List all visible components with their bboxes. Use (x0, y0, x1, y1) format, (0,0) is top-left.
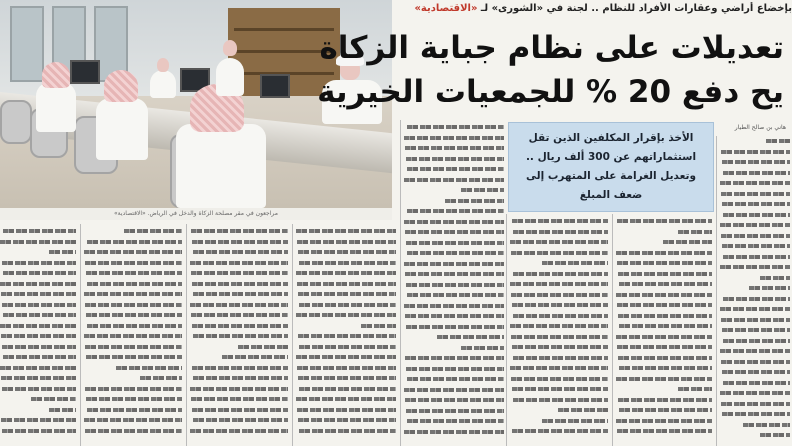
text-line (720, 336, 790, 347)
text-line (720, 430, 790, 441)
body-text-column (720, 136, 790, 444)
text-line (510, 374, 608, 385)
text-line (404, 238, 504, 249)
text-line (720, 315, 790, 326)
text-line (190, 373, 288, 384)
person (150, 58, 176, 98)
text-line (190, 426, 288, 437)
text-line (190, 289, 288, 300)
body-text-column (296, 226, 396, 444)
text-line (190, 342, 288, 353)
text-line (616, 227, 712, 238)
text-line (720, 136, 790, 147)
text-line (510, 237, 608, 248)
text-line (616, 258, 712, 269)
author-byline: هاني بن صالح الطيار (734, 124, 786, 131)
text-line (720, 304, 790, 315)
text-line (616, 363, 712, 374)
text-line (190, 405, 288, 416)
text-line (0, 415, 76, 426)
text-line (720, 241, 790, 252)
text-line (84, 247, 182, 258)
text-line (510, 227, 608, 238)
text-line (0, 226, 76, 237)
text-line (404, 206, 504, 217)
text-line (0, 237, 76, 248)
text-line (616, 426, 712, 437)
column-rule (716, 136, 717, 446)
text-line (296, 289, 396, 300)
text-line (190, 310, 288, 321)
text-line (296, 321, 396, 332)
text-line (296, 331, 396, 342)
text-line (616, 321, 712, 332)
text-line (720, 357, 790, 368)
text-line (404, 427, 504, 438)
text-line (84, 226, 182, 237)
text-line (296, 384, 396, 395)
text-line (510, 426, 608, 437)
text-line (616, 384, 712, 395)
person (216, 40, 244, 96)
text-line (720, 294, 790, 305)
text-line (404, 217, 504, 228)
text-line (404, 185, 504, 196)
text-line (404, 154, 504, 165)
body-text-column (404, 122, 504, 444)
text-line (510, 332, 608, 343)
text-line (616, 237, 712, 248)
text-line (720, 346, 790, 357)
text-line (296, 342, 396, 353)
body-text-column (84, 226, 182, 444)
text-line (720, 325, 790, 336)
text-line (296, 300, 396, 311)
kicker-text: بإخضاع أراضي وعقارات الأفراد للنظام .. لجنة في «الشورى» لـ (477, 3, 792, 14)
text-line (616, 405, 712, 416)
text-line (720, 168, 790, 179)
text-line (0, 426, 76, 437)
text-line (616, 269, 712, 280)
text-line (404, 343, 504, 354)
text-line (510, 395, 608, 406)
text-line (720, 273, 790, 284)
text-line (84, 363, 182, 374)
text-line (510, 311, 608, 322)
text-line (720, 252, 790, 263)
text-line (616, 374, 712, 385)
text-line (616, 342, 712, 353)
text-line (616, 248, 712, 259)
text-line (510, 416, 608, 427)
text-line (404, 227, 504, 238)
text-line (84, 289, 182, 300)
text-line (84, 300, 182, 311)
body-text-column (616, 216, 712, 444)
text-line (404, 385, 504, 396)
text-line (296, 279, 396, 290)
text-line (84, 342, 182, 353)
text-line (190, 268, 288, 279)
text-line (404, 122, 504, 133)
body-text-column (510, 216, 608, 444)
text-line (0, 310, 76, 321)
text-line (616, 290, 712, 301)
text-line (0, 279, 76, 290)
kicker-tag: «الاقتصادية» (414, 3, 478, 14)
text-line (190, 300, 288, 311)
person (176, 84, 266, 208)
text-line (720, 178, 790, 189)
text-line (510, 353, 608, 364)
text-line (296, 363, 396, 374)
column-rule (612, 214, 613, 446)
text-line (296, 373, 396, 384)
text-line (720, 399, 790, 410)
text-line (720, 388, 790, 399)
text-line (84, 405, 182, 416)
text-line (510, 258, 608, 269)
headline-line-1: تعديلات على نظام جباية الزكاة (319, 30, 784, 66)
text-line (510, 300, 608, 311)
body-text-column (190, 226, 288, 444)
text-line (84, 426, 182, 437)
text-line (296, 247, 396, 258)
text-line (404, 374, 504, 385)
text-line (0, 394, 76, 405)
text-line (510, 405, 608, 416)
text-line (0, 331, 76, 342)
text-line (510, 321, 608, 332)
text-line (720, 189, 790, 200)
text-line (84, 237, 182, 248)
column-rule (80, 224, 81, 446)
text-line (0, 268, 76, 279)
text-line (296, 426, 396, 437)
photo-caption: مراجعون في مقر مصلحة الزكاة والدخل في الرياض. «الاقتصادية» (0, 208, 392, 220)
text-line (404, 353, 504, 364)
body-text-column (0, 226, 76, 444)
chair (0, 100, 32, 144)
text-line (720, 231, 790, 242)
text-line (404, 290, 504, 301)
text-line (510, 248, 608, 259)
text-line (296, 405, 396, 416)
text-line (720, 367, 790, 378)
text-line (296, 394, 396, 405)
text-line (404, 280, 504, 291)
text-line (616, 332, 712, 343)
text-line (84, 279, 182, 290)
text-line (404, 269, 504, 280)
text-line (404, 301, 504, 312)
text-line (84, 352, 182, 363)
text-line (720, 262, 790, 273)
text-line (616, 300, 712, 311)
text-line (616, 353, 712, 364)
text-line (0, 384, 76, 395)
text-line (0, 300, 76, 311)
text-line (84, 394, 182, 405)
text-line (0, 289, 76, 300)
text-line (510, 363, 608, 374)
column-rule (292, 224, 293, 446)
text-line (404, 164, 504, 175)
text-line (720, 409, 790, 420)
text-line (190, 331, 288, 342)
text-line (190, 363, 288, 374)
text-line (404, 175, 504, 186)
text-line (190, 415, 288, 426)
text-line (720, 147, 790, 158)
text-line (616, 395, 712, 406)
column-rule (186, 224, 187, 446)
text-line (404, 259, 504, 270)
text-line (190, 279, 288, 290)
text-line (404, 311, 504, 322)
pull-quote-text: الأخذ بإقرار المكلفين الذين تقل استثماراتهم عن 300 ألف ريال .. وتعديل الغرامة على المتهرب إلى ضعف المبلغ (525, 132, 697, 201)
text-line (0, 352, 76, 363)
text-line (720, 220, 790, 231)
headline-line-2: يح دفع 20 % للجمعيات الخيرية (317, 74, 784, 110)
text-line (404, 196, 504, 207)
pull-quote-box (508, 122, 714, 212)
text-line (616, 416, 712, 427)
headline (317, 24, 792, 114)
text-line (404, 332, 504, 343)
text-line (84, 310, 182, 321)
text-line (510, 342, 608, 353)
text-line (616, 216, 712, 227)
text-line (84, 331, 182, 342)
text-line (0, 321, 76, 332)
text-line (190, 247, 288, 258)
text-line (510, 290, 608, 301)
text-line (720, 210, 790, 221)
text-line (510, 279, 608, 290)
text-line (190, 384, 288, 395)
text-line (720, 420, 790, 431)
person (36, 62, 76, 132)
text-line (510, 216, 608, 227)
text-line (296, 268, 396, 279)
text-line (296, 352, 396, 363)
text-line (296, 237, 396, 248)
text-line (0, 363, 76, 374)
text-line (296, 226, 396, 237)
text-line (296, 310, 396, 321)
text-line (84, 415, 182, 426)
text-line (404, 133, 504, 144)
text-line (0, 258, 76, 269)
column-rule (506, 214, 507, 446)
text-line (720, 283, 790, 294)
text-line (404, 406, 504, 417)
text-line (404, 322, 504, 333)
text-line (404, 395, 504, 406)
text-line (190, 352, 288, 363)
text-line (616, 279, 712, 290)
text-line (190, 258, 288, 269)
text-line (616, 311, 712, 322)
text-line (84, 268, 182, 279)
text-line (0, 405, 76, 416)
text-line (190, 237, 288, 248)
text-line (84, 384, 182, 395)
text-line (404, 364, 504, 375)
text-line (510, 384, 608, 395)
kicker (400, 2, 792, 16)
text-line (404, 248, 504, 259)
text-line (190, 321, 288, 332)
text-line (296, 258, 396, 269)
column-rule (400, 120, 401, 446)
text-line (720, 199, 790, 210)
text-line (720, 157, 790, 168)
text-line (84, 373, 182, 384)
person (96, 70, 148, 160)
text-line (190, 394, 288, 405)
text-line (720, 378, 790, 389)
text-line (84, 321, 182, 332)
text-line (0, 247, 76, 258)
text-line (0, 342, 76, 353)
text-line (296, 415, 396, 426)
text-line (190, 226, 288, 237)
text-line (404, 143, 504, 154)
text-line (404, 416, 504, 427)
text-line (510, 269, 608, 280)
text-line (0, 373, 76, 384)
text-line (84, 258, 182, 269)
